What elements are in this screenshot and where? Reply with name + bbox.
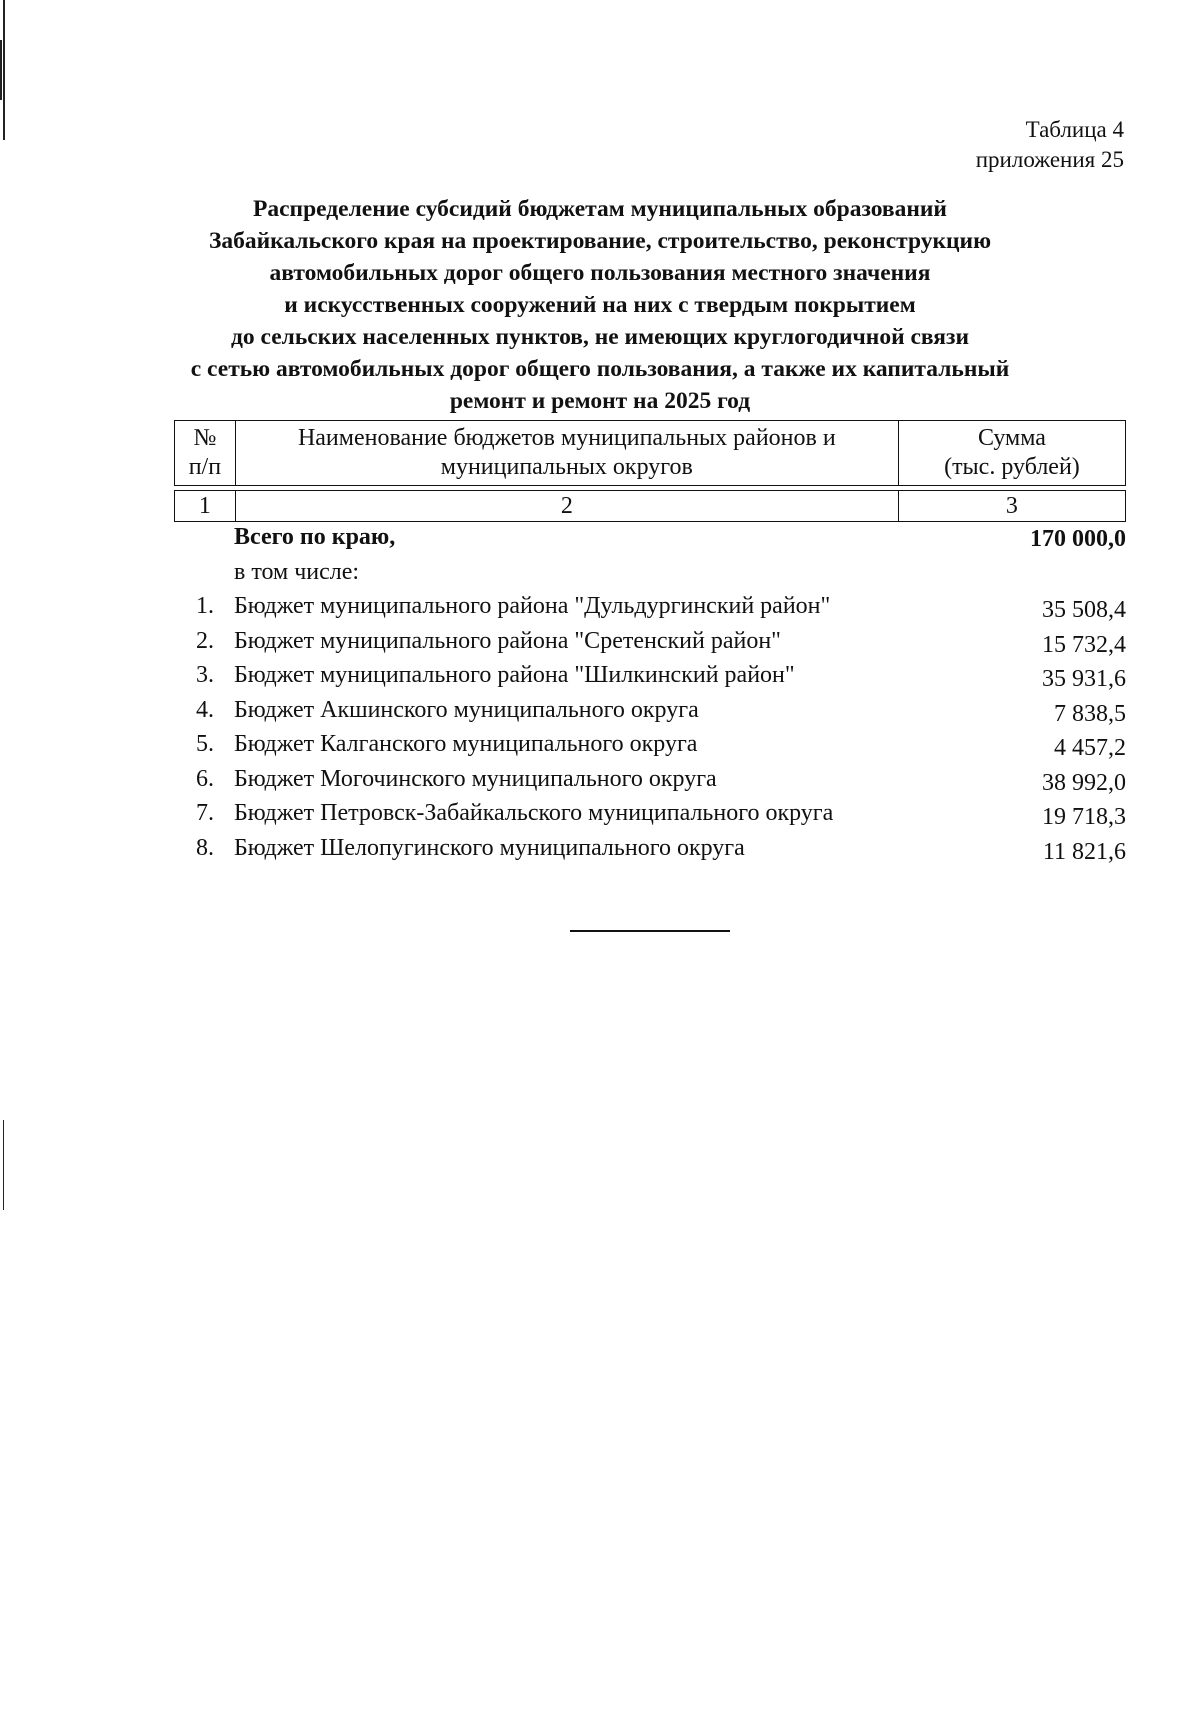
table-caption — [976, 115, 1124, 175]
header-text: Наименование бюджетов муниципальных районов и — [297, 425, 836, 451]
row-name: Бюджет Петровск-Забайкальского муниципального округа — [234, 800, 834, 826]
title-line: до сельских населенных пунктов, не имеющих круглогодичной связи — [230, 324, 970, 350]
header-text: № — [193, 425, 217, 451]
title-line: автомобильных дорог общего пользования местного значения — [269, 260, 931, 286]
row-number: 2. — [196, 627, 214, 654]
row-value: 38 992,0 — [1042, 769, 1126, 796]
total-row — [174, 524, 1126, 559]
header-text: п/п — [188, 454, 222, 480]
header-row — [175, 421, 1126, 486]
sub-label: в том числе: — [234, 558, 360, 585]
row-value: 7 838,5 — [1054, 700, 1126, 727]
row-name: Бюджет Шелопугинского муниципального округа — [234, 834, 745, 861]
table-row — [174, 766, 1126, 801]
row-number: 8. — [196, 834, 214, 861]
row-name: Бюджет муниципального района "Шилкинский район" — [234, 662, 795, 688]
header-text: Сумма — [977, 425, 1046, 451]
row-value: 11 821,6 — [1042, 838, 1126, 865]
row-value: 35 931,6 — [1042, 666, 1126, 692]
title-line: и искусственных сооружений на них с твердым покрытием — [284, 292, 916, 318]
column-number: 3 — [898, 491, 1125, 522]
scan-edge-mark — [0, 40, 2, 100]
header-text: муниципальных округов — [440, 454, 693, 480]
column-number: 2 — [235, 491, 898, 522]
caption-appendix-number: приложения 25 — [975, 147, 1124, 172]
row-number: 5. — [196, 731, 214, 757]
caption-table-number: Таблица 4 — [1025, 117, 1124, 142]
row-value: 15 732,4 — [1042, 631, 1126, 658]
column-number-row — [175, 491, 1126, 522]
table-body — [174, 524, 1126, 869]
title-line: с сетью автомобильных дорог общего пользования, а также их капитальный — [190, 356, 1010, 382]
header-text: (тыс. рублей) — [944, 454, 1080, 480]
scan-edge-mark — [3, 0, 5, 140]
document-title — [150, 193, 1050, 417]
row-name: Бюджет Акшинского муниципального округа — [234, 696, 699, 723]
table-row — [174, 731, 1126, 766]
row-number: 6. — [196, 765, 214, 792]
row-name: Бюджет муниципального района "Дульдургинский район" — [234, 593, 831, 619]
header-cell-sum — [898, 421, 1125, 486]
row-number: 7. — [196, 800, 214, 826]
header-cell-name — [235, 421, 898, 486]
title-line: Забайкальского края на проектирование, строительство, реконструкцию — [208, 228, 992, 254]
table-row — [174, 662, 1126, 697]
table-header — [174, 420, 1126, 522]
row-value: 4 457,2 — [1054, 735, 1126, 761]
header-cell-number — [175, 421, 236, 486]
row-name: Бюджет Могочинского муниципального округа — [234, 765, 717, 792]
table-row — [174, 697, 1126, 732]
row-value: 35 508,4 — [1042, 597, 1126, 623]
row-name: Бюджет Калганского муниципального округа — [234, 731, 698, 757]
row-name: Бюджет муниципального района "Сретенский район" — [234, 627, 781, 654]
row-value: 19 718,3 — [1042, 804, 1126, 830]
table-row — [174, 628, 1126, 663]
scan-edge-mark — [3, 1120, 4, 1210]
title-line: ремонт и ремонт на 2025 год — [449, 388, 751, 414]
subtotal-label-row — [174, 559, 1126, 594]
column-number: 1 — [175, 491, 236, 522]
end-of-table-rule — [570, 930, 730, 932]
table-row — [174, 593, 1126, 628]
total-label: Всего по краю, — [234, 524, 396, 550]
row-number: 3. — [196, 662, 214, 688]
table-row — [174, 800, 1126, 835]
table-row — [174, 835, 1126, 870]
row-number: 4. — [196, 696, 214, 723]
row-number: 1. — [196, 593, 214, 619]
total-value: 170 000,0 — [1030, 526, 1126, 552]
title-line: Распределение субсидий бюджетам муниципальных образований — [253, 196, 947, 222]
